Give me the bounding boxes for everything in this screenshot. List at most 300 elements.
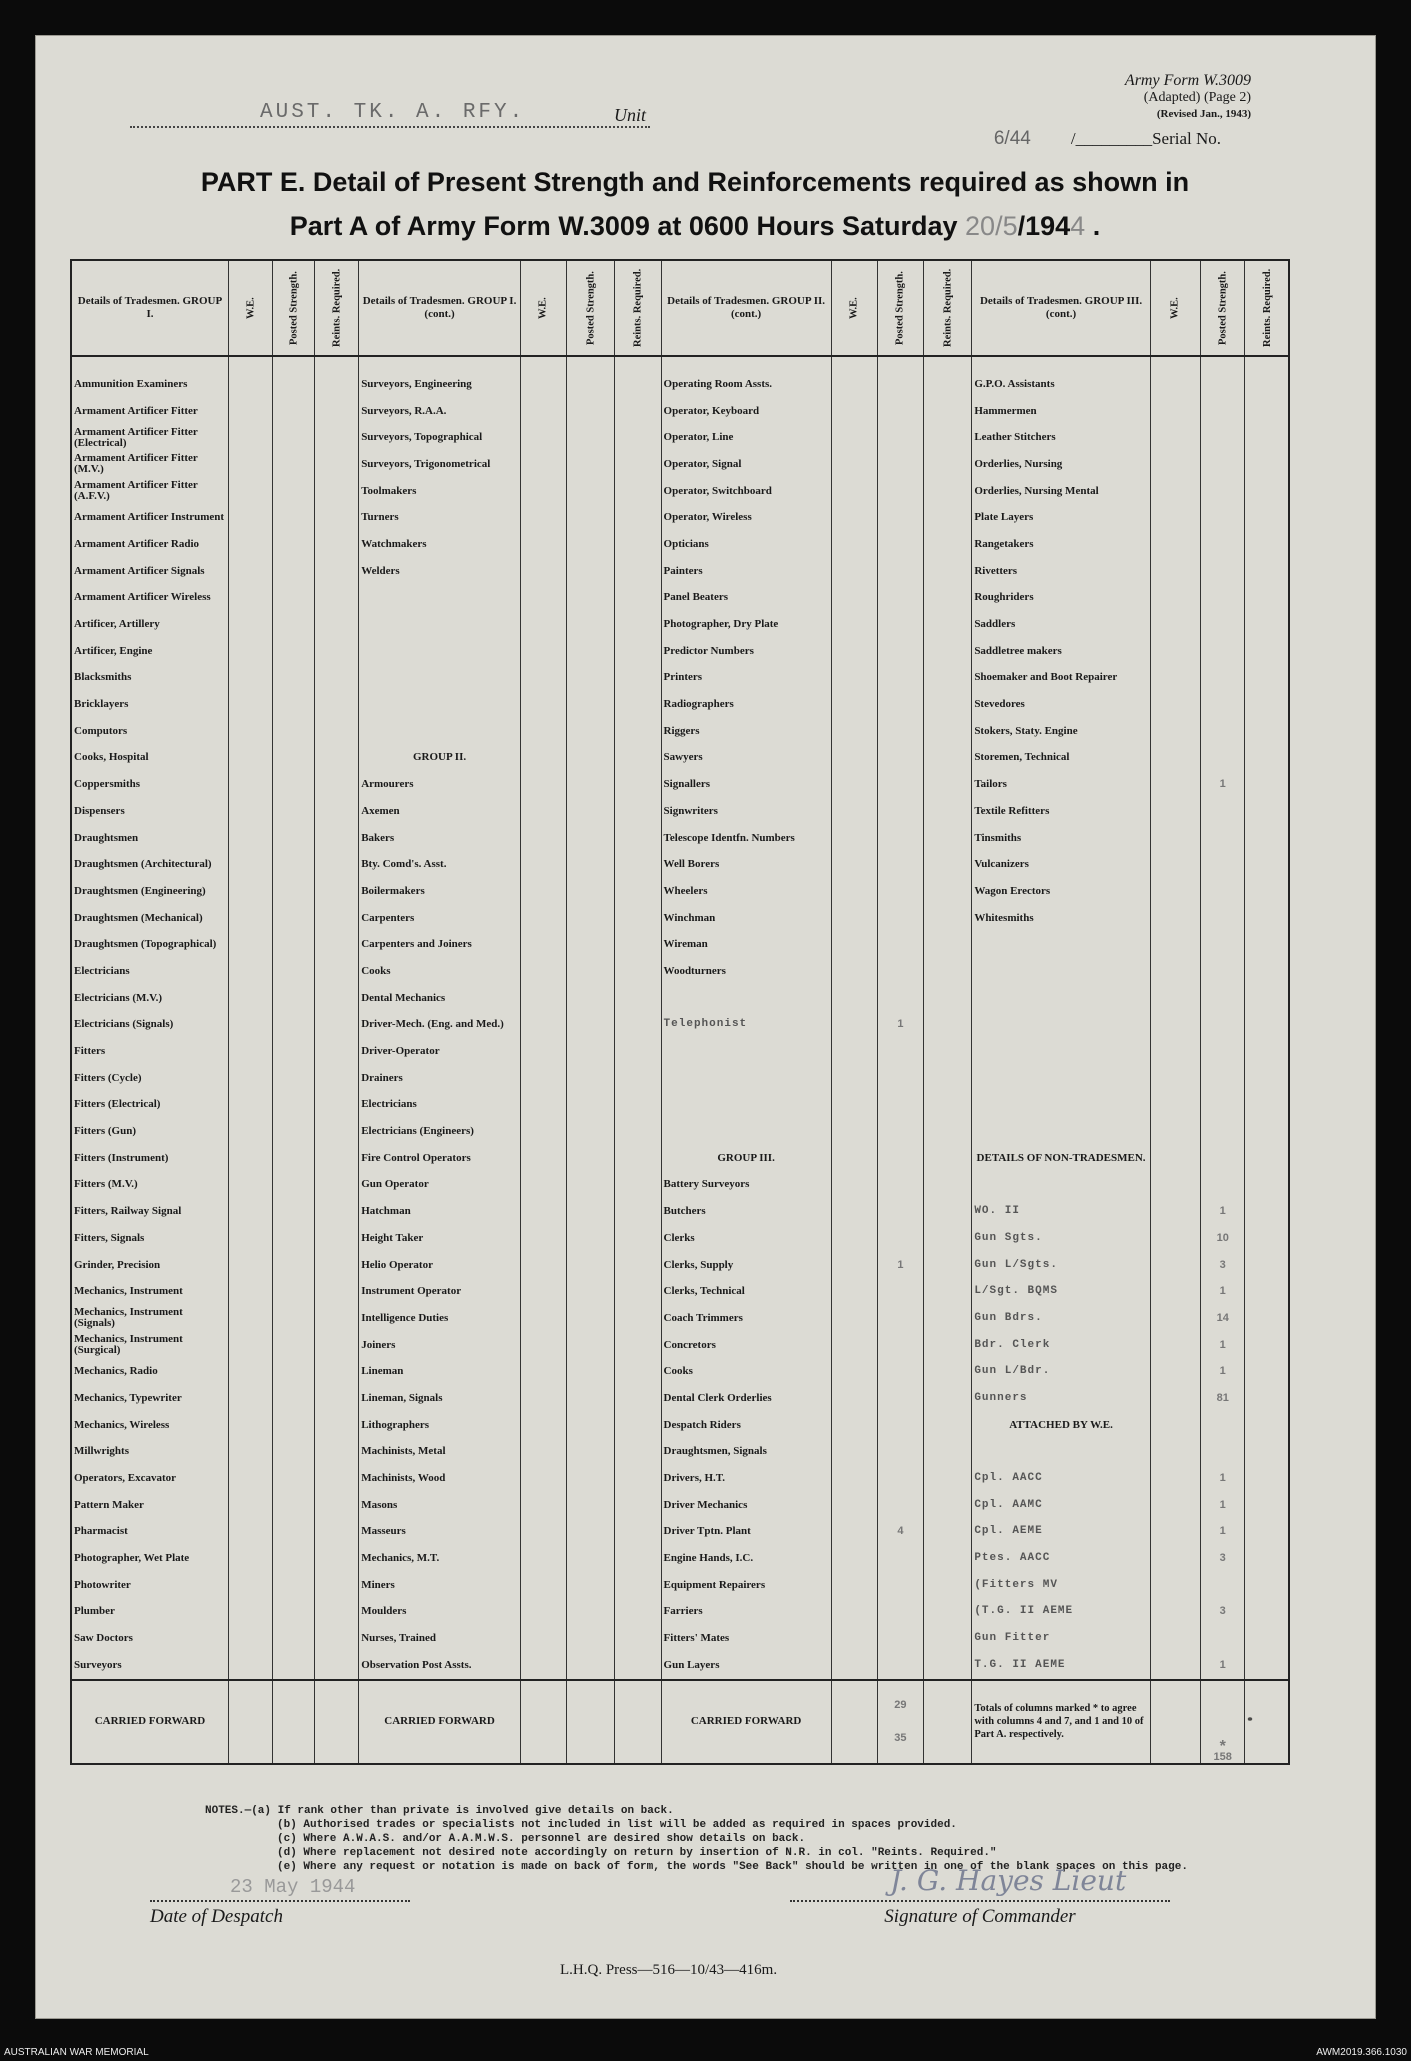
table-cell xyxy=(924,1225,972,1252)
table-cell xyxy=(615,958,661,985)
table-row xyxy=(71,745,1289,772)
table-cell xyxy=(615,1172,661,1199)
table-cell xyxy=(1245,931,1289,958)
table-cell xyxy=(273,878,315,905)
table-cell xyxy=(229,1519,273,1546)
table-cell xyxy=(567,878,615,905)
table-cell xyxy=(567,1012,615,1039)
trade-label: ATTACHED BY W.E. xyxy=(972,1412,1150,1439)
table-cell xyxy=(315,1519,359,1546)
table-cell xyxy=(315,531,359,558)
table-cell xyxy=(1245,1198,1289,1225)
table-cell xyxy=(229,1545,273,1572)
trade-label: Surveyors, Engineering xyxy=(359,356,521,398)
group3-posted-value xyxy=(1201,1012,1245,1039)
trade-label: Clerks, Supply xyxy=(661,1252,831,1279)
table-cell xyxy=(831,745,877,772)
table-cell xyxy=(567,1412,615,1439)
table-cell xyxy=(567,1492,615,1519)
trade-label: Storemen, Technical xyxy=(972,745,1150,772)
table-cell xyxy=(229,1012,273,1039)
table-cell xyxy=(615,1065,661,1092)
table-cell xyxy=(229,1652,273,1680)
table-cell xyxy=(229,745,273,772)
trade-label xyxy=(359,611,521,638)
group3-posted-value xyxy=(1201,478,1245,505)
table-cell xyxy=(273,1305,315,1332)
table-cell xyxy=(520,1145,566,1172)
table-cell xyxy=(1245,985,1289,1012)
trade-label: Surveyors, R.A.A. xyxy=(359,398,521,425)
trade-label: Moulders xyxy=(359,1599,521,1626)
table-row xyxy=(71,798,1289,825)
table-cell xyxy=(1245,1252,1289,1279)
table-cell xyxy=(229,825,273,852)
table-cell xyxy=(831,638,877,665)
trade-label: Tailors xyxy=(972,771,1150,798)
table-cell xyxy=(1150,398,1200,425)
table-cell xyxy=(831,1412,877,1439)
table-cell xyxy=(273,1572,315,1599)
table-cell xyxy=(273,825,315,852)
unit-label: Unit xyxy=(613,105,646,125)
table-cell xyxy=(615,718,661,745)
table-cell xyxy=(1245,1278,1289,1305)
table-cell xyxy=(1150,1278,1200,1305)
table-cell xyxy=(924,1465,972,1492)
table-cell xyxy=(315,1225,359,1252)
trade-label: Machinists, Metal xyxy=(359,1439,521,1466)
table-cell xyxy=(1150,825,1200,852)
trade-label: Rangetakers xyxy=(972,531,1150,558)
trade-label: Stokers, Staty. Engine xyxy=(972,718,1150,745)
table-cell xyxy=(615,1439,661,1466)
table-cell xyxy=(1245,1038,1289,1065)
trade-label: Gun Layers xyxy=(661,1652,831,1680)
trade-label: Fitters (Electrical) xyxy=(71,1092,229,1119)
trade-label: Orderlies, Nursing Mental xyxy=(972,478,1150,505)
trade-label: Well Borers xyxy=(661,851,831,878)
form-reference xyxy=(1125,72,1251,123)
group2-posted-value xyxy=(877,1278,923,1305)
col-we: W.E. xyxy=(229,260,273,356)
table-cell xyxy=(273,1172,315,1199)
table-cell xyxy=(273,1118,315,1145)
table-cell xyxy=(520,1305,566,1332)
group3-posted-value: 1 xyxy=(1201,1332,1245,1359)
serial-number xyxy=(994,128,1221,150)
trade-label xyxy=(359,718,521,745)
table-cell xyxy=(831,1465,877,1492)
table-cell xyxy=(615,1465,661,1492)
table-cell xyxy=(924,1252,972,1279)
table-row xyxy=(71,1172,1289,1199)
table-cell xyxy=(1245,1412,1289,1439)
group3-posted-value xyxy=(1201,611,1245,638)
trade-label xyxy=(661,1065,831,1092)
table-cell xyxy=(1245,878,1289,905)
table-cell xyxy=(520,1038,566,1065)
group3-posted-value xyxy=(1201,1065,1245,1092)
table-cell xyxy=(273,985,315,1012)
table-cell xyxy=(924,1305,972,1332)
carried-forward-label: CARRIED FORWARD xyxy=(661,1680,831,1764)
table-cell xyxy=(1150,1092,1200,1119)
table-cell xyxy=(229,504,273,531)
table-cell xyxy=(831,504,877,531)
table-cell xyxy=(520,611,566,638)
table-cell xyxy=(1245,1358,1289,1385)
table-cell xyxy=(520,1465,566,1492)
table-cell xyxy=(229,665,273,692)
table-cell xyxy=(567,398,615,425)
trade-label: Dental Clerk Orderlies xyxy=(661,1385,831,1412)
group3-posted-value xyxy=(1201,958,1245,985)
trade-label: Computors xyxy=(71,718,229,745)
trade-label: Wheelers xyxy=(661,878,831,905)
table-row xyxy=(71,585,1289,612)
table-cell xyxy=(315,825,359,852)
table-cell xyxy=(520,825,566,852)
table-row xyxy=(71,851,1289,878)
table-cell xyxy=(924,1545,972,1572)
table-cell xyxy=(315,745,359,772)
trade-label: Draughtsmen (Mechanical) xyxy=(71,905,229,932)
table-cell xyxy=(229,1305,273,1332)
trade-label: Observation Post Assts. xyxy=(359,1652,521,1680)
table-row xyxy=(71,1332,1289,1359)
trade-label: L/Sgt. BQMS xyxy=(972,1278,1150,1305)
note-b: (b) Authorised trades or specialists not included in list will be added as required in spaces provided. xyxy=(277,1819,957,1831)
trade-label: Cooks xyxy=(661,1358,831,1385)
table-cell xyxy=(229,356,273,398)
table-cell xyxy=(924,1278,972,1305)
group2-posted-value xyxy=(877,638,923,665)
trade-label: Drivers, H.T. xyxy=(661,1465,831,1492)
table-cell xyxy=(924,1492,972,1519)
group3-posted-value: 14 xyxy=(1201,1305,1245,1332)
trade-label: Wireman xyxy=(661,931,831,958)
group2-posted-value xyxy=(877,424,923,451)
trade-label: Coach Trimmers xyxy=(661,1305,831,1332)
trade-label: Printers xyxy=(661,665,831,692)
col-group2cont: Details of Tradesmen. GROUP II. (cont.) xyxy=(661,260,831,356)
table-cell xyxy=(273,958,315,985)
group3-posted-value: 1 xyxy=(1201,1652,1245,1680)
table-cell xyxy=(924,931,972,958)
table-cell xyxy=(273,1252,315,1279)
despatch-label: Date of Despatch xyxy=(150,1906,283,1927)
table-cell xyxy=(615,691,661,718)
trade-label: Mechanics, M.T. xyxy=(359,1545,521,1572)
trade-label: Electricians (M.V.) xyxy=(71,985,229,1012)
trade-label: GROUP III. xyxy=(661,1145,831,1172)
table-cell xyxy=(315,1172,359,1199)
trade-label xyxy=(661,1092,831,1119)
table-cell xyxy=(831,851,877,878)
table-cell xyxy=(831,771,877,798)
trade-label: Tinsmiths xyxy=(972,825,1150,852)
table-row xyxy=(71,1118,1289,1145)
table-cell xyxy=(520,691,566,718)
table-cell xyxy=(567,1332,615,1359)
note-a: NOTES.—(a) If rank other than private is involved give details on back. xyxy=(205,1805,674,1817)
table-cell xyxy=(273,451,315,478)
trade-label: Photographer, Wet Plate xyxy=(71,1545,229,1572)
table-cell xyxy=(1150,1412,1200,1439)
table-cell xyxy=(315,611,359,638)
table-cell xyxy=(1245,1625,1289,1652)
trade-label: Vulcanizers xyxy=(972,851,1150,878)
group3-posted-value xyxy=(1201,878,1245,905)
group2-posted-value xyxy=(877,691,923,718)
table-cell xyxy=(924,905,972,932)
signature-label: Signature of Commander xyxy=(884,1906,1076,1927)
trade-label: Clerks, Technical xyxy=(661,1278,831,1305)
table-cell xyxy=(615,798,661,825)
table-cell xyxy=(229,531,273,558)
trade-label: Wagon Erectors xyxy=(972,878,1150,905)
table-cell xyxy=(1245,1492,1289,1519)
group3-posted-value xyxy=(1201,851,1245,878)
trade-label: Bty. Comd's. Asst. xyxy=(359,851,521,878)
table-row xyxy=(71,1305,1289,1332)
table-row xyxy=(71,1652,1289,1680)
trade-label: Carpenters and Joiners xyxy=(359,931,521,958)
trade-label xyxy=(359,691,521,718)
table-cell xyxy=(1245,745,1289,772)
table-cell xyxy=(1150,1385,1200,1412)
table-cell xyxy=(315,1545,359,1572)
group2-posted-value xyxy=(877,1225,923,1252)
trade-label: Fitters (M.V.) xyxy=(71,1172,229,1199)
table-cell xyxy=(1150,1172,1200,1199)
trade-label: DETAILS OF NON-TRADESMEN. xyxy=(972,1145,1150,1172)
table-row xyxy=(71,1572,1289,1599)
table-cell xyxy=(315,958,359,985)
col-reints: Reints. Required. xyxy=(315,260,359,356)
group2-posted-value xyxy=(877,611,923,638)
group3-posted-value: 1 xyxy=(1201,1278,1245,1305)
table-cell xyxy=(567,1118,615,1145)
table-cell xyxy=(520,558,566,585)
group3-posted-value: 10 xyxy=(1201,1225,1245,1252)
table-row xyxy=(71,638,1289,665)
table-cell xyxy=(273,1038,315,1065)
group3-posted-value xyxy=(1201,1625,1245,1652)
group2-posted-value xyxy=(877,504,923,531)
table-cell xyxy=(229,1465,273,1492)
table-cell xyxy=(315,424,359,451)
table-cell xyxy=(315,1332,359,1359)
trade-label: Fitters' Mates xyxy=(661,1625,831,1652)
trade-label: Textile Refitters xyxy=(972,798,1150,825)
group2-posted-value xyxy=(877,1492,923,1519)
table-header-row xyxy=(71,260,1289,356)
table-cell xyxy=(615,851,661,878)
table-cell xyxy=(567,611,615,638)
table-row xyxy=(71,1038,1289,1065)
table-cell xyxy=(567,1065,615,1092)
trade-label: Driver-Mech. (Eng. and Med.) xyxy=(359,1012,521,1039)
trade-label: Axemen xyxy=(359,798,521,825)
col-reints: Reints. Required. xyxy=(924,260,972,356)
table-cell xyxy=(315,398,359,425)
table-row xyxy=(71,558,1289,585)
trade-label: Lithographers xyxy=(359,1412,521,1439)
table-cell xyxy=(567,1519,615,1546)
table-cell xyxy=(615,585,661,612)
table-cell xyxy=(315,1492,359,1519)
table-cell xyxy=(315,665,359,692)
table-cell xyxy=(1150,1198,1200,1225)
trade-label: Fire Control Operators xyxy=(359,1145,521,1172)
table-cell xyxy=(273,1652,315,1680)
trade-label: Plate Layers xyxy=(972,504,1150,531)
title-line-2: Part A of Army Form W.3009 at 0600 Hours Saturday 20/5/1944 . xyxy=(289,211,1101,241)
table-cell xyxy=(924,1065,972,1092)
table-cell xyxy=(615,825,661,852)
table-cell xyxy=(1150,931,1200,958)
group3-posted-value xyxy=(1201,1439,1245,1466)
table-cell xyxy=(567,1225,615,1252)
group3-posted-value: 1 xyxy=(1201,1492,1245,1519)
group3-posted-value xyxy=(1201,398,1245,425)
table-cell xyxy=(229,691,273,718)
table-cell xyxy=(831,825,877,852)
table-cell xyxy=(924,985,972,1012)
table-cell xyxy=(520,958,566,985)
table-cell xyxy=(273,745,315,772)
table-cell xyxy=(924,1118,972,1145)
group2-posted-value xyxy=(877,745,923,772)
group2-posted-value xyxy=(877,1625,923,1652)
table-cell xyxy=(831,1145,877,1172)
table-cell xyxy=(1150,1625,1200,1652)
table-cell xyxy=(1150,1439,1200,1466)
table-cell xyxy=(567,478,615,505)
note-d: (d) Where replacement not desired note accordingly on return by insertion of N.R. in col. "Reints. Required." xyxy=(277,1847,997,1859)
table-cell xyxy=(615,1625,661,1652)
trade-label: GROUP II. xyxy=(359,745,521,772)
table-row xyxy=(71,1358,1289,1385)
trade-label: Mechanics, Wireless xyxy=(71,1412,229,1439)
group3-posted-value xyxy=(1201,1412,1245,1439)
group3-posted-value xyxy=(1201,585,1245,612)
table-cell xyxy=(1150,585,1200,612)
table-cell xyxy=(1245,504,1289,531)
trade-label: Gunners xyxy=(972,1385,1150,1412)
trade-label: Miners xyxy=(359,1572,521,1599)
table-cell xyxy=(1150,745,1200,772)
table-cell xyxy=(273,1385,315,1412)
group3-posted-value xyxy=(1201,638,1245,665)
table-cell xyxy=(924,958,972,985)
table-cell xyxy=(229,1038,273,1065)
group3-posted-value: 1 xyxy=(1201,1465,1245,1492)
table-cell xyxy=(831,398,877,425)
table-cell xyxy=(615,1545,661,1572)
table-cell xyxy=(229,1358,273,1385)
group2-posted-value: 1 xyxy=(877,1012,923,1039)
table-cell xyxy=(831,1172,877,1199)
table-cell xyxy=(273,798,315,825)
trade-label: Bricklayers xyxy=(71,691,229,718)
table-cell xyxy=(273,1412,315,1439)
table-cell xyxy=(831,531,877,558)
table-cell xyxy=(315,878,359,905)
table-cell xyxy=(567,718,615,745)
table-cell xyxy=(315,356,359,398)
table-cell xyxy=(315,931,359,958)
trade-label: Operating Room Assts. xyxy=(661,356,831,398)
table-cell xyxy=(520,1332,566,1359)
table-cell xyxy=(520,1385,566,1412)
table-cell xyxy=(924,1439,972,1466)
trade-label: Electricians (Engineers) xyxy=(359,1118,521,1145)
table-cell xyxy=(273,558,315,585)
trade-label: Telephonist xyxy=(661,1012,831,1039)
group3-posted-value xyxy=(1201,665,1245,692)
group2-posted-value xyxy=(877,1439,923,1466)
table-cell xyxy=(615,451,661,478)
table-cell xyxy=(831,1092,877,1119)
table-cell xyxy=(273,691,315,718)
trade-label: Mechanics, Typewriter xyxy=(71,1385,229,1412)
table-cell xyxy=(520,1118,566,1145)
trade-label: Farriers xyxy=(661,1599,831,1626)
trade-label xyxy=(972,1065,1150,1092)
table-cell xyxy=(520,905,566,932)
table-cell xyxy=(831,424,877,451)
table-cell xyxy=(1245,638,1289,665)
group2-posted-value xyxy=(877,1332,923,1359)
table-row xyxy=(71,356,1289,398)
table-cell xyxy=(315,1572,359,1599)
group3-posted-value xyxy=(1201,1092,1245,1119)
table-cell xyxy=(924,1358,972,1385)
col-reints: Reints. Required. xyxy=(615,260,661,356)
group2-posted-value xyxy=(877,905,923,932)
table-cell xyxy=(567,691,615,718)
trade-label: G.P.O. Assistants xyxy=(972,356,1150,398)
table-cell xyxy=(567,1465,615,1492)
group2-posted-value xyxy=(877,1305,923,1332)
table-cell xyxy=(520,424,566,451)
table-cell xyxy=(315,771,359,798)
table-cell xyxy=(567,504,615,531)
credit-right: AWM2019.366.1030 xyxy=(1316,2047,1407,2058)
table-cell xyxy=(924,825,972,852)
trade-label: Turners xyxy=(359,504,521,531)
trade-label: Joiners xyxy=(359,1332,521,1359)
table-cell xyxy=(924,745,972,772)
table-cell xyxy=(924,1599,972,1626)
trade-label: Pattern Maker xyxy=(71,1492,229,1519)
table-cell xyxy=(520,745,566,772)
table-cell xyxy=(315,1092,359,1119)
table-row xyxy=(71,878,1289,905)
table-cell xyxy=(1150,1545,1200,1572)
table-cell xyxy=(831,1385,877,1412)
table-cell xyxy=(273,356,315,398)
table-cell xyxy=(831,985,877,1012)
table-cell xyxy=(615,1305,661,1332)
trade-label: Dispensers xyxy=(71,798,229,825)
group3-posted-value xyxy=(1201,931,1245,958)
table-cell xyxy=(273,905,315,932)
table-cell xyxy=(315,478,359,505)
